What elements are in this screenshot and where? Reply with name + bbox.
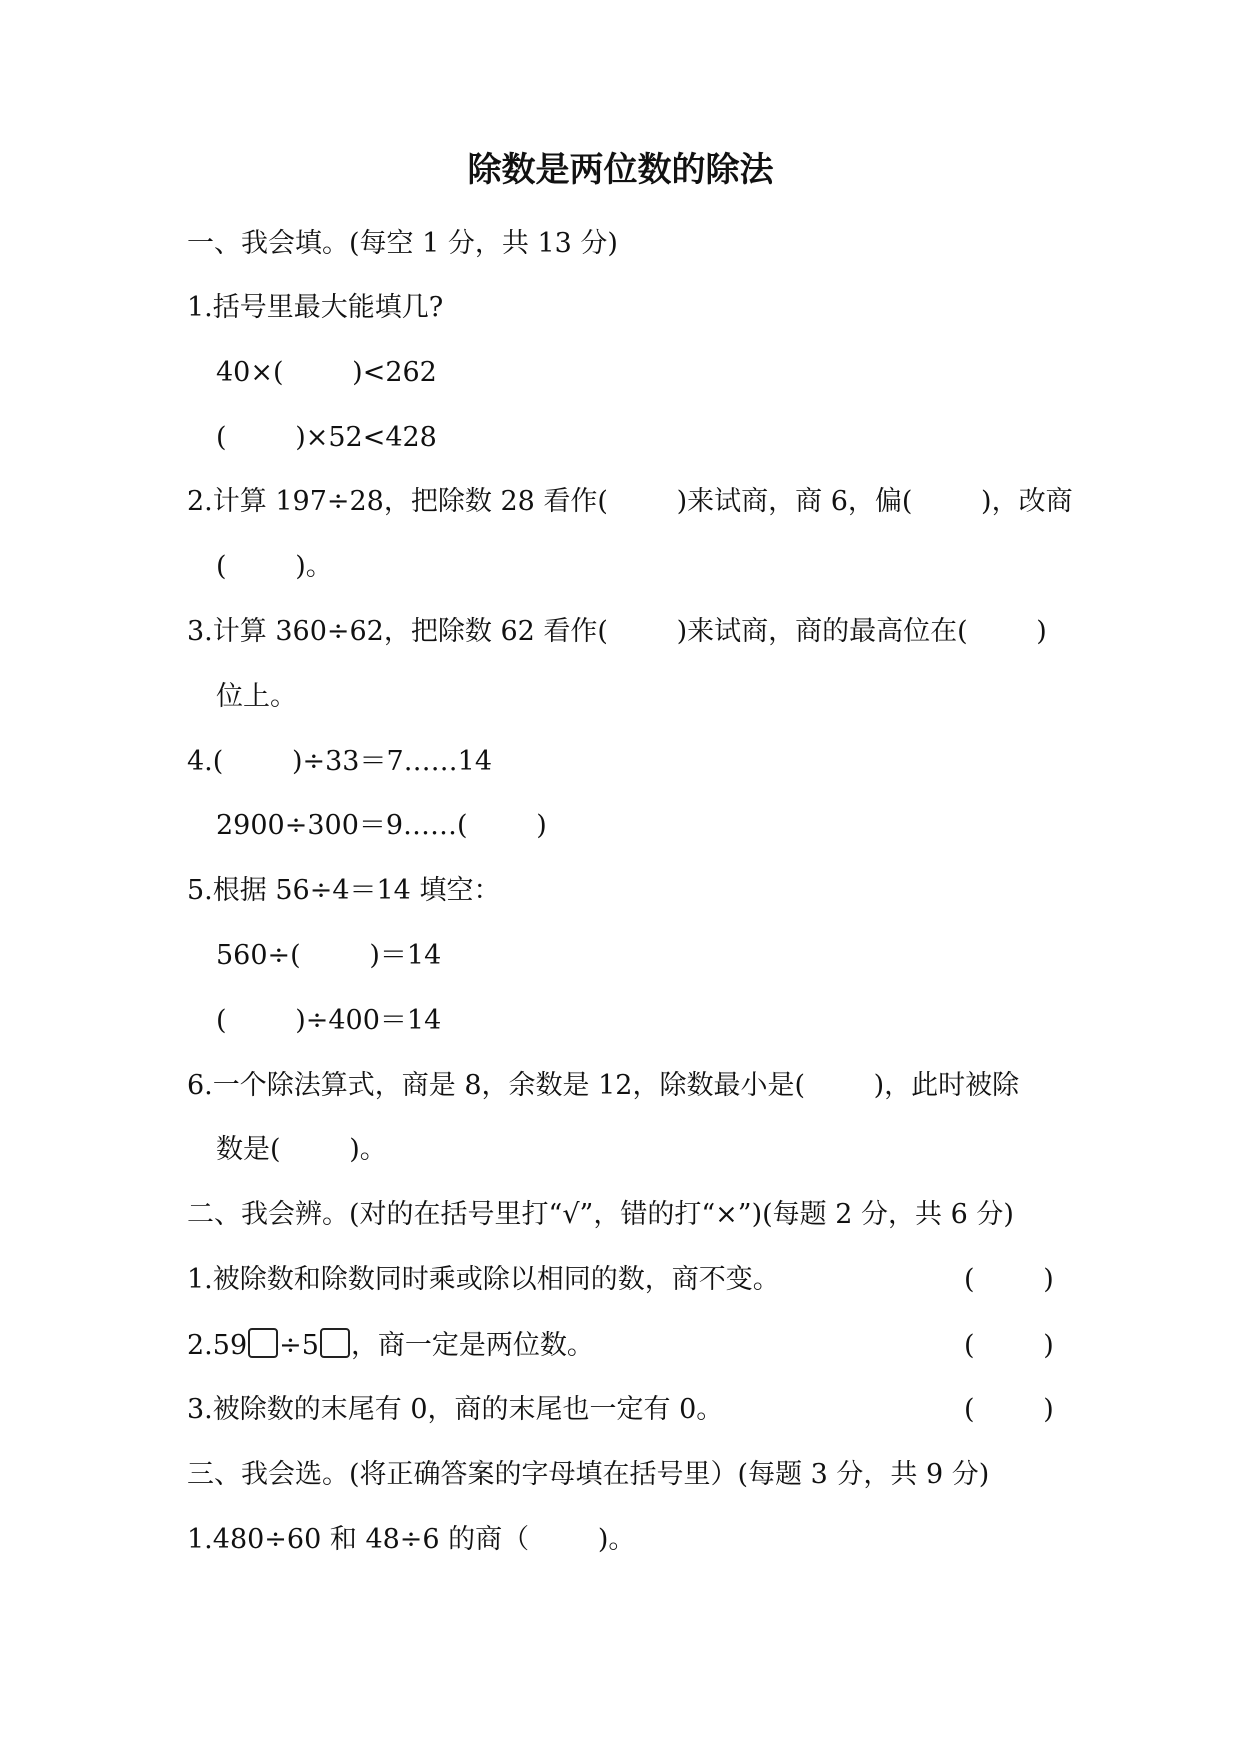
q1-1-expr-a: 40×( )<262 <box>216 357 437 388</box>
q1-5-text: 5.根据 56÷4＝14 填空： <box>187 875 501 906</box>
q2-1-answer-bracket[interactable]: ( ) <box>964 1264 1054 1295</box>
q1-4-line2: 2900÷300＝9……( ) <box>216 810 547 841</box>
section-2-heading: 二、我会辨。(对的在括号里打“√”，错的打“×”)(每题 2 分，共 6 分) <box>187 1199 1014 1230</box>
blank-box-icon <box>248 1328 278 1358</box>
q1-4-line1: 4.( )÷33＝7……14 <box>187 746 493 777</box>
q1-5-expr-a: 560÷( )＝14 <box>216 940 442 971</box>
section-1-heading: 一、我会填。(每空 1 分，共 13 分) <box>187 228 618 259</box>
q2-3-answer-bracket[interactable]: ( ) <box>964 1394 1054 1425</box>
blank-box-icon <box>320 1328 350 1358</box>
q1-1-text: 1.括号里最大能填几? <box>187 292 444 323</box>
q3-1-text: 1.480÷60 和 48÷6 的商（ )。 <box>187 1524 636 1555</box>
q2-2-part-a: 2.59 <box>187 1330 248 1361</box>
q1-1-expr-b: ( )×52<428 <box>216 422 437 453</box>
q1-5-expr-b: ( )÷400＝14 <box>216 1005 442 1036</box>
q2-2-part-b: ÷5 <box>279 1330 319 1361</box>
page-title: 除数是两位数的除法 <box>467 150 774 190</box>
q2-3-text: 3.被除数的末尾有 0，商的末尾也一定有 0。 <box>187 1394 724 1425</box>
q2-2-part-c: ，商一定是两位数。 <box>350 1330 594 1361</box>
q1-2-line2: ( )。 <box>216 551 333 582</box>
q2-1-text: 1.被除数和除数同时乘或除以相同的数，商不变。 <box>187 1264 780 1295</box>
q1-3-line2: 位上。 <box>216 681 297 712</box>
q1-6-line1: 6.一个除法算式，商是 8，余数是 12，除数最小是( )，此时被除 <box>187 1070 1020 1101</box>
q2-2-answer-bracket[interactable]: ( ) <box>964 1330 1054 1361</box>
q1-2-line1: 2.计算 197÷28，把除数 28 看作( )来试商，商 6，偏( )，改商 <box>187 486 1073 517</box>
q1-6-line2: 数是( )。 <box>216 1134 387 1165</box>
section-3-heading: 三、我会选。(将正确答案的字母填在括号里）(每题 3 分，共 9 分) <box>187 1459 990 1490</box>
q1-3-line1: 3.计算 360÷62，把除数 62 看作( )来试商，商的最高位在( ) <box>187 616 1047 647</box>
q2-2-text <box>187 1328 594 1364</box>
